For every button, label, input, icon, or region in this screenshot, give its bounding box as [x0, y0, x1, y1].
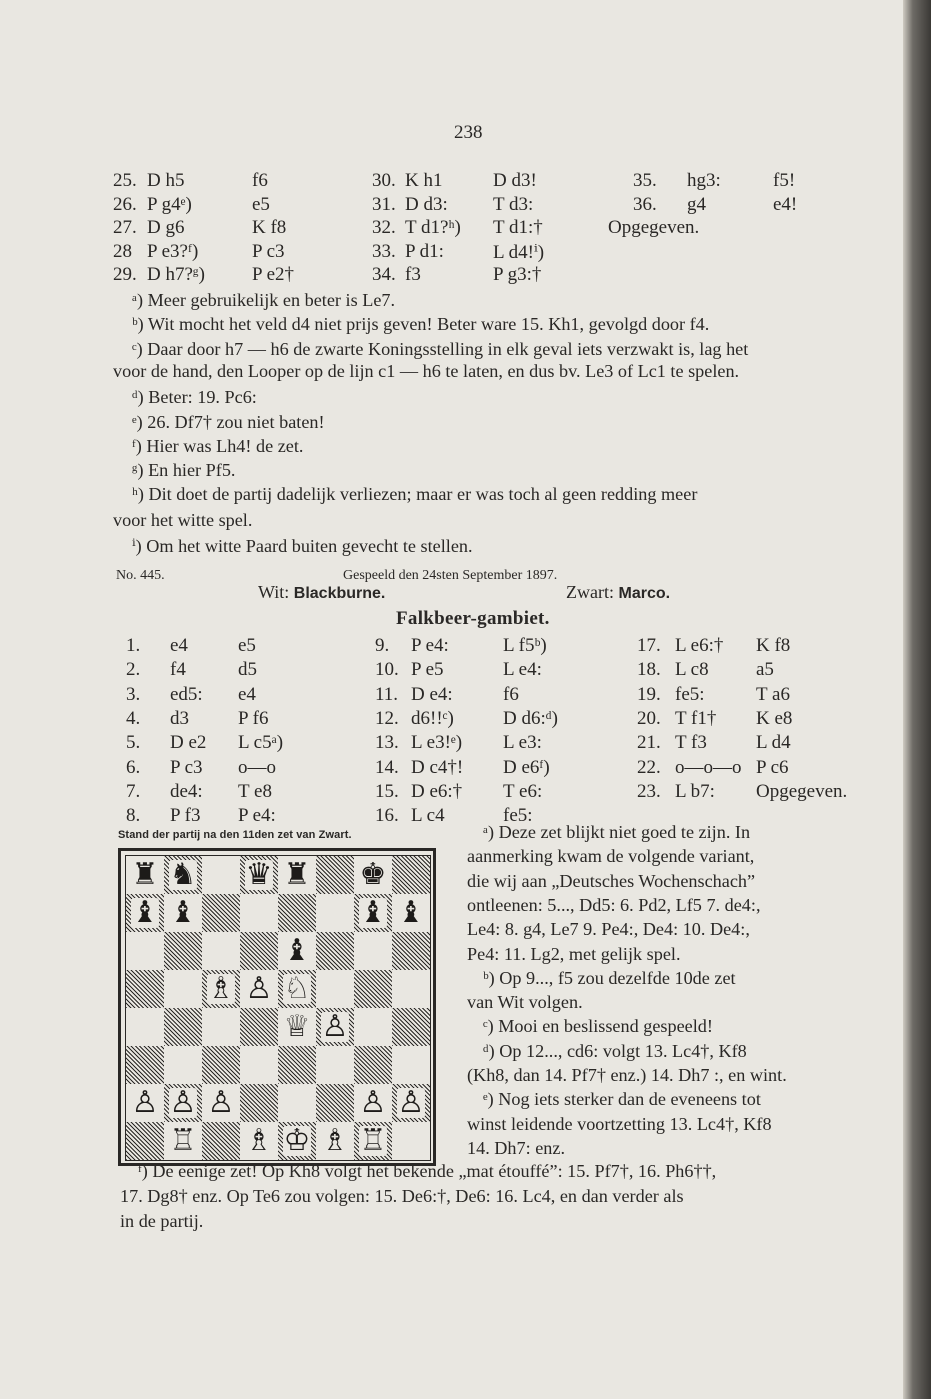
board-square [126, 1122, 164, 1160]
board-square [316, 894, 354, 932]
board-square [278, 932, 316, 970]
board-square [126, 894, 164, 932]
white-move: L b7: [675, 780, 715, 802]
board-square [240, 1046, 278, 1084]
board-square [126, 1008, 164, 1046]
white-move: D d3: [405, 193, 448, 215]
white-label: Wit: [258, 582, 290, 602]
chess-board [125, 855, 431, 1161]
move-number: 9. [375, 635, 390, 656]
board-square [202, 856, 240, 894]
board-square [240, 894, 278, 932]
black-move: P f6 [238, 707, 269, 729]
white-move: P e3?ᶠ) [147, 240, 199, 262]
black-move: o—o [238, 756, 276, 778]
note-line: aanmerking kwam de volgende variant, [467, 846, 755, 867]
white-move: P f3 [170, 805, 201, 827]
chess-piece-icon: ♙ [169, 1085, 197, 1120]
board-square [278, 1122, 316, 1160]
board-square [316, 856, 354, 894]
board-square [354, 970, 392, 1008]
black-move: P c3 [252, 240, 285, 262]
black-move: fe5: [503, 805, 533, 827]
black-move: L e4: [503, 659, 542, 681]
board-square [202, 932, 240, 970]
board-square [126, 932, 164, 970]
black-move: f6 [252, 170, 268, 191]
white-move: D c4†! [411, 756, 464, 778]
board-square [164, 856, 202, 894]
black-move: K e8 [756, 707, 793, 729]
move-number: 18. [637, 659, 661, 681]
move-number: 1. [126, 635, 141, 656]
black-move: K f8 [252, 217, 287, 238]
move-number: 7. [126, 780, 141, 802]
board-square [354, 856, 392, 894]
move-number: 14. [375, 756, 399, 778]
board-square [126, 856, 164, 894]
note-line: voor het witte spel. [113, 510, 253, 530]
black-name: Marco. [618, 585, 671, 602]
board-square [202, 1122, 240, 1160]
black-move: T d1:† [493, 217, 543, 238]
board-square [164, 1008, 202, 1046]
white-player [258, 582, 385, 603]
white-move: P d1: [405, 240, 444, 262]
board-square [164, 1122, 202, 1160]
white-move: ed5: [170, 683, 203, 705]
chess-piece-icon: ♗ [245, 1123, 273, 1158]
move-number: 26. [113, 193, 137, 215]
board-square [202, 1046, 240, 1084]
white-move: P e4: [411, 635, 449, 656]
move-number: 27. [113, 217, 137, 238]
board-square [240, 1084, 278, 1122]
note-line: ⁱ) Om het witte Paard buiten gevecht te stellen. [132, 536, 473, 556]
white-move: d3 [170, 707, 189, 729]
note-line: ᵉ) 26. Df7† zou niet baten! [132, 412, 325, 432]
board-square [354, 1008, 392, 1046]
board-square [164, 1084, 202, 1122]
note-line: ᵉ) Nog iets sterker dan de eveneens tot [483, 1089, 761, 1110]
black-move: f5! [773, 170, 796, 191]
black-move: Opgegeven. [756, 780, 848, 802]
white-move: L c4 [411, 805, 445, 827]
note-line: ᵃ) Deze zet blijkt niet goed te zijn. In [483, 822, 751, 842]
white-move: K h1 [405, 170, 443, 191]
note-line: ᶜ) Mooi en beslissend gespeeld! [483, 1016, 713, 1037]
white-move: T d1?ʰ) [405, 217, 461, 238]
white-move: L e6:† [675, 635, 724, 656]
move-number: 17. [637, 635, 661, 656]
move-number: 29. [113, 264, 137, 285]
board-square [164, 970, 202, 1008]
board-square [202, 970, 240, 1008]
black-move: L d4 [756, 732, 791, 754]
white-move: P g4ᵉ) [147, 193, 192, 215]
board-square [240, 932, 278, 970]
board-square [354, 1046, 392, 1084]
move-number: 11. [375, 683, 399, 705]
note-line: 17. Dg8† enz. Op Te6 zou volgen: 15. De6:†, De6: 16. Lc4, en dan verder als [120, 1186, 684, 1206]
board-square [240, 970, 278, 1008]
chess-piece-icon: ♛ [245, 857, 273, 892]
note-line: ᵈ) Beter: 19. Pc6: [132, 387, 257, 407]
note-line: Pe4: 11. Lg2, met gelijk spel. [467, 943, 681, 964]
white-move: D e6:† [411, 780, 463, 802]
move-number: 32. [372, 217, 396, 238]
black-move: P g3:† [493, 264, 542, 285]
board-square [240, 1008, 278, 1046]
board-square [278, 1084, 316, 1122]
page-edge [903, 0, 931, 1399]
move-number: 35. [633, 170, 657, 191]
white-move: o—o—o [675, 756, 742, 778]
move-number: 23. [637, 780, 661, 802]
note-line: ontleenen: 5..., Dd5: 6. Pd2, Lf5 7. de4:, [467, 894, 761, 915]
black-move: L d4!ⁱ) [493, 241, 545, 263]
black-move: a5 [756, 659, 774, 681]
move-number: 36. [633, 193, 657, 215]
white-move: D h7?ᵍ) [147, 264, 205, 285]
chess-piece-icon: ♚ [359, 857, 387, 892]
white-move: T f1† [675, 707, 717, 729]
chess-piece-icon: ♖ [359, 1123, 387, 1158]
diagram-caption: Stand der partij na den 11den zet van Zwart. [118, 829, 352, 841]
move-number: 30. [372, 170, 396, 191]
black-move: D d3! [493, 170, 537, 191]
note-line: ᵃ) Meer gebruikelijk en beter is Le7. [132, 290, 396, 310]
black-move: L f5ᵇ) [503, 635, 547, 656]
white-move: P e5 [411, 659, 444, 681]
board-square [240, 1122, 278, 1160]
move-number: 6. [126, 756, 141, 778]
chess-piece-icon: ♝ [169, 895, 197, 930]
note-line: ᶜ) Daar door h7 — h6 de zwarte Koningsstelling in elk geval iets verzwakt is, lag het [132, 339, 749, 359]
white-move: D g6 [147, 217, 185, 238]
chess-piece-icon: ♙ [245, 971, 273, 1006]
note-line: ᶠ) Hier was Lh4! de zet. [132, 436, 304, 456]
black-move: D d6:ᵈ) [503, 707, 558, 729]
board-square [202, 1084, 240, 1122]
move-number: 5. [126, 732, 141, 754]
note-line: ᶠ) De eenige zet! Op Kh8 volgt het bekende „mat étouffé”: 15. Pf7†, 16. Ph6††, [138, 1161, 717, 1181]
chess-piece-icon: ♜ [283, 857, 311, 892]
chess-piece-icon: ♗ [207, 971, 235, 1006]
note-line: van Wit volgen. [467, 992, 583, 1013]
board-square [392, 932, 430, 970]
board-square [278, 856, 316, 894]
board-square [126, 1084, 164, 1122]
note-line: ᵍ) En hier Pf5. [132, 460, 236, 480]
black-move: D e6ᶠ) [503, 756, 550, 778]
chess-piece-icon: ♗ [321, 1123, 349, 1158]
board-square [316, 932, 354, 970]
board-square [392, 1084, 430, 1122]
white-move: e4 [170, 635, 188, 656]
black-move: e4! [773, 193, 798, 215]
note-line: ᵇ) Op 9..., f5 zou dezelfde 10de zet [483, 967, 736, 988]
board-square [392, 1046, 430, 1084]
chess-piece-icon: ♜ [131, 857, 159, 892]
chess-piece-icon: ♝ [283, 933, 311, 968]
note-line: in de partij. [120, 1211, 204, 1231]
move-number: 16. [375, 805, 399, 827]
move-number: 13. [375, 732, 399, 754]
white-name: Blackburne. [293, 585, 386, 602]
black-move: e5 [238, 635, 256, 656]
chess-piece-icon: ♞ [169, 857, 197, 892]
white-move: L e3!ᵉ) [411, 732, 463, 754]
chess-piece-icon: ♙ [359, 1085, 387, 1120]
note-line: (Kh8, dan 14. Pf7† enz.) 14. Dh7 :, en wint. [467, 1065, 787, 1085]
black-move: T e8 [238, 780, 272, 802]
black-move: d5 [238, 659, 257, 681]
move-number: 15. [375, 780, 399, 802]
move-number: 4. [126, 707, 141, 729]
move-number: 19. [637, 683, 661, 705]
chess-piece-icon: ♙ [321, 1009, 349, 1044]
black-move: T a6 [756, 683, 790, 705]
chess-piece-icon: ♝ [397, 895, 425, 930]
white-move: P c3 [170, 756, 203, 778]
board-square [354, 1084, 392, 1122]
board-square [126, 1046, 164, 1084]
board-square [316, 1046, 354, 1084]
white-move: fe5: [675, 683, 705, 705]
game-number: No. 445. [116, 568, 165, 583]
board-square [316, 970, 354, 1008]
black-move: P e2† [252, 264, 295, 285]
board-square [278, 1046, 316, 1084]
note-line: die wij aan „Deutsches Wochenschach” [467, 870, 756, 891]
white-move: L c8 [675, 659, 709, 681]
board-square [316, 1122, 354, 1160]
board-square [164, 1046, 202, 1084]
move-number: 31. [372, 193, 396, 215]
board-square [316, 1084, 354, 1122]
chess-piece-icon: ♕ [283, 1009, 311, 1044]
white-move: D e2 [170, 732, 207, 754]
white-move: g4 [687, 193, 706, 215]
move-number: 12. [375, 707, 399, 729]
note-line: voor de hand, den Looper op de lijn c1 — h6 te laten, en dus bv. Le3 of Lc1 te spelen. [113, 361, 740, 381]
black-move: e4 [238, 683, 256, 705]
board-square [278, 1008, 316, 1046]
chess-piece-icon: ♙ [397, 1085, 425, 1120]
move-number: 10. [375, 659, 399, 681]
white-move: d6!!ᶜ) [411, 707, 454, 729]
board-square [202, 894, 240, 932]
black-player [566, 582, 670, 603]
board-square [278, 894, 316, 932]
black-move: K f8 [756, 635, 791, 656]
move-number: 3. [126, 683, 141, 705]
chess-piece-icon: ♖ [169, 1123, 197, 1158]
board-square [392, 856, 430, 894]
white-move: Opgegeven. [608, 217, 700, 238]
note-line: ᵇ) Wit mocht het veld d4 niet prijs geven! Beter ware 15. Kh1, gevolgd door f4. [132, 314, 710, 334]
board-square [354, 894, 392, 932]
move-number: 33. [372, 240, 396, 262]
note-line: 14. Dh7: enz. [467, 1137, 565, 1158]
board-square [392, 894, 430, 932]
white-move: de4: [170, 780, 203, 802]
black-move: f6 [503, 683, 519, 705]
note-line: Le4: 8. g4, Le7 9. Pe4:, De4: 10. De4:, [467, 919, 750, 940]
black-move: T d3: [493, 193, 534, 215]
black-move: T e6: [503, 780, 543, 802]
opening-title: Falkbeer-gambiet. [396, 608, 550, 629]
move-number: 28 [113, 240, 132, 262]
game-date: Gespeeld den 24sten September 1897. [343, 568, 558, 583]
move-number: 20. [637, 707, 661, 729]
chess-piece-icon: ♔ [283, 1123, 311, 1158]
board-square [392, 1008, 430, 1046]
chess-piece-icon: ♙ [131, 1085, 159, 1120]
black-move: L c5ᵃ) [238, 732, 284, 754]
black-move: e5 [252, 193, 270, 215]
black-move: P c6 [756, 756, 789, 778]
chess-diagram [118, 848, 436, 1166]
chess-piece-icon: ♘ [283, 971, 311, 1006]
move-number: 8. [126, 805, 141, 827]
white-move: f3 [405, 264, 421, 285]
board-square [240, 856, 278, 894]
white-move: D e4: [411, 683, 453, 705]
note-line: winst leidende voortzetting 13. Lc4†, Kf8 [467, 1113, 772, 1134]
board-square [392, 1122, 430, 1160]
note-line: ᵈ) Op 12..., cd6: volgt 13. Lc4†, Kf8 [483, 1040, 747, 1061]
board-square [392, 970, 430, 1008]
board-square [316, 1008, 354, 1046]
board-square [164, 932, 202, 970]
board-square [202, 1008, 240, 1046]
board-square [278, 970, 316, 1008]
black-label: Zwart: [566, 582, 614, 602]
board-square [354, 1122, 392, 1160]
board-square [354, 932, 392, 970]
move-number: 25. [113, 170, 137, 191]
move-number: 21. [637, 732, 661, 754]
note-line: ʰ) Dit doet de partij dadelijk verliezen; maar er was toch al geen redding meer [132, 484, 698, 504]
chess-piece-icon: ♙ [207, 1085, 235, 1120]
black-move: L e3: [503, 732, 542, 754]
white-move: T f3 [675, 732, 707, 754]
board-square [126, 970, 164, 1008]
board-square [164, 894, 202, 932]
move-number: 22. [637, 756, 661, 778]
move-number: 34. [372, 264, 396, 285]
chess-piece-icon: ♝ [359, 895, 387, 930]
page-number: 238 [454, 122, 483, 143]
move-number: 2. [126, 659, 141, 681]
white-move: D h5 [147, 170, 185, 191]
black-move: P e4: [238, 805, 276, 827]
chess-piece-icon: ♝ [131, 895, 159, 930]
white-move: hg3: [687, 170, 721, 191]
white-move: f4 [170, 659, 186, 681]
